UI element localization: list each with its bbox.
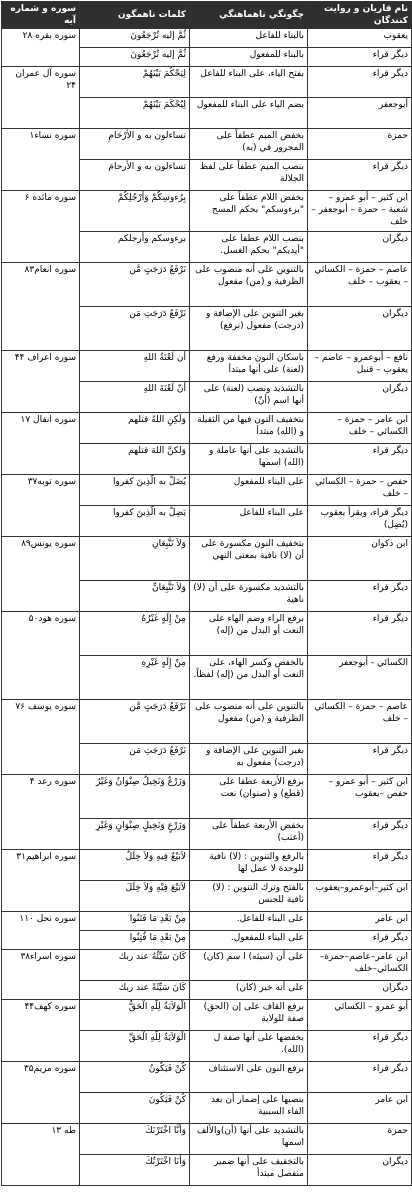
readers-cell: ديگر قراء [308, 819, 412, 850]
readers-cell: عاصم – حمزة – الكسائي – يعقوب – خلف [308, 263, 412, 307]
readers-cell: حمزة [308, 129, 412, 160]
surah-cell: سوره آل عمران ۲۴ [2, 67, 80, 129]
readers-cell: ديگر قراء [308, 160, 412, 191]
words-cell: كَانَ سَيِّئُهُ عند ربك [80, 950, 190, 981]
manner-cell: على البناء للمفعول [190, 475, 308, 506]
readers-cell: ديگر قراء [308, 67, 412, 98]
words-cell: تساءلون به و الأَرْحَامِ [80, 129, 190, 160]
table-row [2, 912, 412, 931]
table-row [2, 29, 412, 48]
words-cell: لِيَحْكُمَ بَيْنَهُمْ [80, 67, 190, 98]
manner-cell: بالخفض وكسر الهاء، على النعت أو البدل من (إله) لفظاً. [190, 656, 308, 700]
manner-cell: بالتخفيف على أنها ضمير منفصل مبتدأ [190, 1155, 308, 1186]
readers-cell: ديگر قراء [308, 850, 412, 881]
manner-cell: على أن (سيئه) ا سم (كان) [190, 950, 308, 981]
header-surah: سوره و شماره آيه [2, 2, 80, 29]
surah-cell: سوره اسراء۳۸ [2, 950, 80, 1000]
table-row [2, 850, 412, 881]
table-row [2, 1062, 412, 1093]
manner-cell: برفع الراء وضم الهاء على النعت أو البدل من (إله) [190, 612, 308, 656]
surah-cell: طه ۱۳ [2, 1124, 80, 1186]
manner-cell: على أنه خبر (كان) [190, 981, 308, 1000]
readers-cell: ديگران [308, 1155, 412, 1186]
readers-cell: ابن عامر–عاصم–حمزة–الكسائي–خلف [308, 950, 412, 981]
words-cell: ثُمَّ إليه تُرْجَعُونَ [80, 48, 190, 67]
manner-cell: بفتح الياء، على البناء للفاعل [190, 67, 308, 98]
manner-cell: بالتشديد مكسورة على أن (لا) ناهية [190, 581, 308, 612]
readers-cell: الكسائي - أبوجعفر [308, 656, 412, 700]
words-cell: لِيُحْكَمَ بَيْنَهُمْ [80, 98, 190, 129]
readers-cell: عاصم – حمزة – الكسائي – خلف [308, 700, 412, 744]
words-cell: نَرْفَعُ دَرَجَتِ مَن [80, 307, 190, 351]
words-cell: أن لَعْنَةُ اللهِ [80, 351, 190, 382]
surah-cell: سوره ابراهيم۳۱ [2, 850, 80, 912]
readers-cell: ديگران [308, 307, 412, 351]
words-cell: كُنْ فَيَكُونَ [80, 1093, 190, 1124]
table-row [2, 475, 412, 506]
words-cell: نَرْفَعُ دَرَجَتٍ مَّن [80, 263, 190, 307]
manner-cell: بخفض اللام عطفاً على "برءوسكم" بحكم المسح [190, 191, 308, 232]
table-row [2, 537, 412, 581]
surah-cell: سوره مريم۳۵ [2, 1062, 80, 1124]
words-cell: وَلاَ تَتَّبِعَانِ [80, 537, 190, 581]
words-cell: كَانَ سَيِّئَةً عند ربك [80, 981, 190, 1000]
table-row [2, 950, 412, 981]
words-cell: الْوَلاَيَةُ لِلّهِ الْحَقِّ [80, 1031, 190, 1062]
table-row [2, 700, 412, 744]
readers-cell: ديگر قراء [308, 48, 412, 67]
manner-cell: بنصب اللام عطفا على "أيديكم" بحكم الغسل. [190, 232, 308, 263]
words-cell: يَضِلُّ به الَّذِينَ كفروا [80, 506, 190, 537]
readers-cell: ديگر قراء [308, 581, 412, 612]
readers-cell: حفص – حمزة – الكسائي – خلف [308, 475, 412, 506]
header-words: كلمات ناهمگون [80, 2, 190, 29]
manner-cell: برفع القاف على إن (الحق) صفة للولاية [190, 1000, 308, 1031]
surah-cell: سوره هود۵۰ [2, 612, 80, 700]
surah-cell: سوره مائده ۶ [2, 191, 80, 263]
readers-cell: ابن ذكوان [308, 537, 412, 581]
readers-cell: ابن كثير – أبو عمرو – شعبة – حمزة – أبوجعفر – خلف [308, 191, 412, 232]
readers-cell: ديگر قراء [308, 612, 412, 656]
readers-cell: يعقوب [308, 29, 412, 48]
manner-cell: برفع النون على الاستئناف [190, 1062, 308, 1093]
surah-cell: سوره اعراف ۴۴ [2, 351, 80, 413]
readers-cell: ابن عامر – حمزة – الكسائي – خلف [308, 413, 412, 444]
words-cell: بِرُءوسِكُمْ وَأَرْجُلِكُمْ [80, 191, 190, 232]
manner-cell: بالتنوين على أنه منصوب على الظرفية و (من) مفعول [190, 700, 308, 744]
surah-cell: سوره يونس۸۹ [2, 537, 80, 612]
manner-cell: بالتشديد ونصب (لعنة) على أنها اسم (أنّ) [190, 382, 308, 413]
words-cell: وَأَنَّا اخْتَرْنَكَ [80, 1124, 190, 1155]
header-readers: نام قاريان و روايت كنندگان [308, 2, 412, 29]
table-row [2, 413, 412, 444]
words-cell: وَلَكِنِ اللهُ قتلهم [80, 413, 190, 444]
surah-cell: سوره نحل ۱۱۰ [2, 912, 80, 950]
manner-cell: بخفض الأربعة عطفاً على (أعنب) [190, 819, 308, 850]
manner-cell: على البناء للفاعل. [190, 912, 308, 931]
words-cell: نَرْفَعُ دَرَجَتِ مَن [80, 744, 190, 775]
words-cell: مِنْ بَعْدِ مَا فَتَنُوا [80, 912, 190, 931]
readers-cell: ابن كثير–أبوعمرو–يعقوب [308, 881, 412, 912]
readers-cell: ديگر قراء [308, 444, 412, 475]
words-cell: يُضَلُّ به الَّذِينَ كفروا [80, 475, 190, 506]
manner-cell: بالتشديد على أنها (أن)والألف اسمها [190, 1124, 308, 1155]
readers-cell: ديگر قراء [308, 744, 412, 775]
manner-cell: بضم الياء على البناء للمفعول [190, 98, 308, 129]
table-row [2, 67, 412, 98]
manner-cell: بالبناء للفاعل [190, 29, 308, 48]
qiraat-table [1, 1, 412, 1186]
words-cell: مِنْ إِلَهٍ غَيْرُهُ [80, 612, 190, 656]
table-row [2, 129, 412, 160]
readers-cell: حمزة [308, 1124, 412, 1155]
manner-cell: بغير التنوين على الإضافة و (درجت) مفعول به [190, 744, 308, 775]
header-row [2, 2, 412, 29]
readers-cell: ديگر قراء [308, 1031, 412, 1062]
manner-cell: برفع الأربعة عطفا على (قطع) و (صنوان) نعت [190, 775, 308, 819]
manner-cell: على البناء للفاعل [190, 506, 308, 537]
table-row [2, 775, 412, 819]
words-cell: تساءلون به و الأرحامَ [80, 160, 190, 191]
words-cell: نَرْفَعُ دَرَجَتٍ مَّن [80, 700, 190, 744]
readers-cell: ديگر قراء، ويقرأ يعقوب (يُضِل) [308, 506, 412, 537]
surah-cell: سوره رعد ۴ [2, 775, 80, 850]
words-cell: لاَبَيْعٌ فِيهِ وَلاَ خِلَلٌ [80, 850, 190, 881]
table-row [2, 1124, 412, 1155]
manner-cell: بغير التنوين على الإضافة و (درجت) مفعول (نرفع) [190, 307, 308, 351]
words-cell: ثُمَّ إليه تُرْجَعُونَ [80, 29, 190, 48]
manner-cell: باسكان النون مخففة ورفع (لعنة) على أنها مبتدأ [190, 351, 308, 382]
table-row [2, 191, 412, 232]
manner-cell: بالتشديد على أنها عاملة و (الله) اسمها [190, 444, 308, 475]
words-cell: أنّ لَعْنَةَ اللهِ [80, 382, 190, 413]
words-cell: الْوَلاَيَةُ لِلّهِ الْحَقُّ [80, 1000, 190, 1031]
manner-cell: بنصب الميم عطفاً على لفظ الجلالة [190, 160, 308, 191]
readers-cell: ديگر قراء [308, 1062, 412, 1093]
readers-cell: ابن كثير – أبو عمرو – حفص –يعقوب [308, 775, 412, 819]
surah-cell: سوره كهف۴۴ [2, 1000, 80, 1062]
manner-cell: بخفض الميم عطفاً على المجرور في (به) [190, 129, 308, 160]
readers-cell: ديگر قراء [308, 931, 412, 950]
readers-cell: ديگران [308, 232, 412, 263]
words-cell: مِنْ إِلَهٍ غَيْرِهِ [80, 656, 190, 700]
manner-cell: بالرفع والتنوين : (لا) نافية للوحدة لا عمل لها [190, 850, 308, 881]
surah-cell: سوره يوسف ۷۶ [2, 700, 80, 775]
manner-cell: بنصبها على إضمار أن بعد الفاء السببية [190, 1093, 308, 1124]
readers-cell: ابن عامر [308, 1093, 412, 1124]
readers-cell: أبوجعفر [308, 98, 412, 129]
words-cell: وَزَرْعٌ وَنَخِيلٌ صِنْوَانٌ وَغَيْرُ [80, 775, 190, 819]
words-cell: وَلاَ تَتَّبِعَانِّ [80, 581, 190, 612]
readers-cell: ديگران [308, 382, 412, 413]
surah-cell: سوره بقره ۲۸ [2, 29, 80, 67]
table-row [2, 351, 412, 382]
table-body [2, 29, 412, 1186]
manner-cell: بتخفيف النون مكسورة على أن (لا) نافية بمعنى النهي [190, 537, 308, 581]
surah-cell: سوره نساء۱ [2, 129, 80, 191]
manner-cell: بالفتح وترك التنوين : (لا) نافية للجنس [190, 881, 308, 912]
words-cell: لاَبَيْعَ فِيْهِ وَلاَ خِلَلَ [80, 881, 190, 912]
table-row [2, 263, 412, 307]
manner-cell: بالبناء للمفعول [190, 48, 308, 67]
words-cell: وَأَنَا اخْتَرْتُكَ [80, 1155, 190, 1186]
readers-cell: ابن عامر [308, 912, 412, 931]
table-row [2, 1000, 412, 1031]
manner-cell: بالتنوين على أنه منصوب على الظرفية و (من) مفعول [190, 263, 308, 307]
readers-cell: أبو عمرو – الكسائي [308, 1000, 412, 1031]
surah-cell: سوره انفال ۱۷ [2, 413, 80, 475]
readers-cell: ديگران [308, 981, 412, 1000]
words-cell: وَزَرْعٍ وَنَخِيلٍ صِنْوَانٍ وَغَيْرِ [80, 819, 190, 850]
manner-cell: بتخفيف النون فيها من الثقيلة و (الله) مبتدأ [190, 413, 308, 444]
words-cell: مِنْ بَعْدِ مَا فُتِنُوا [80, 931, 190, 950]
words-cell: وَلكنَّ اللهَ قتلهم [80, 444, 190, 475]
header-manner: چگونگي ناهماهنگي [190, 2, 308, 29]
words-cell: كُنْ فَيَكُونُ [80, 1062, 190, 1093]
manner-cell: بخفضها على أنها صفة ل (الله). [190, 1031, 308, 1062]
surah-cell: سوره انعام۸۳ [2, 263, 80, 351]
readers-cell: نافع – أبوعمرو – عاصم – يعقوب – قنبل [308, 351, 412, 382]
words-cell: برءوسكم وأرجلكم [80, 232, 190, 263]
manner-cell: على البناء للمفعول. [190, 931, 308, 950]
table-row [2, 612, 412, 656]
surah-cell: سوره توبه۳۷ [2, 475, 80, 537]
